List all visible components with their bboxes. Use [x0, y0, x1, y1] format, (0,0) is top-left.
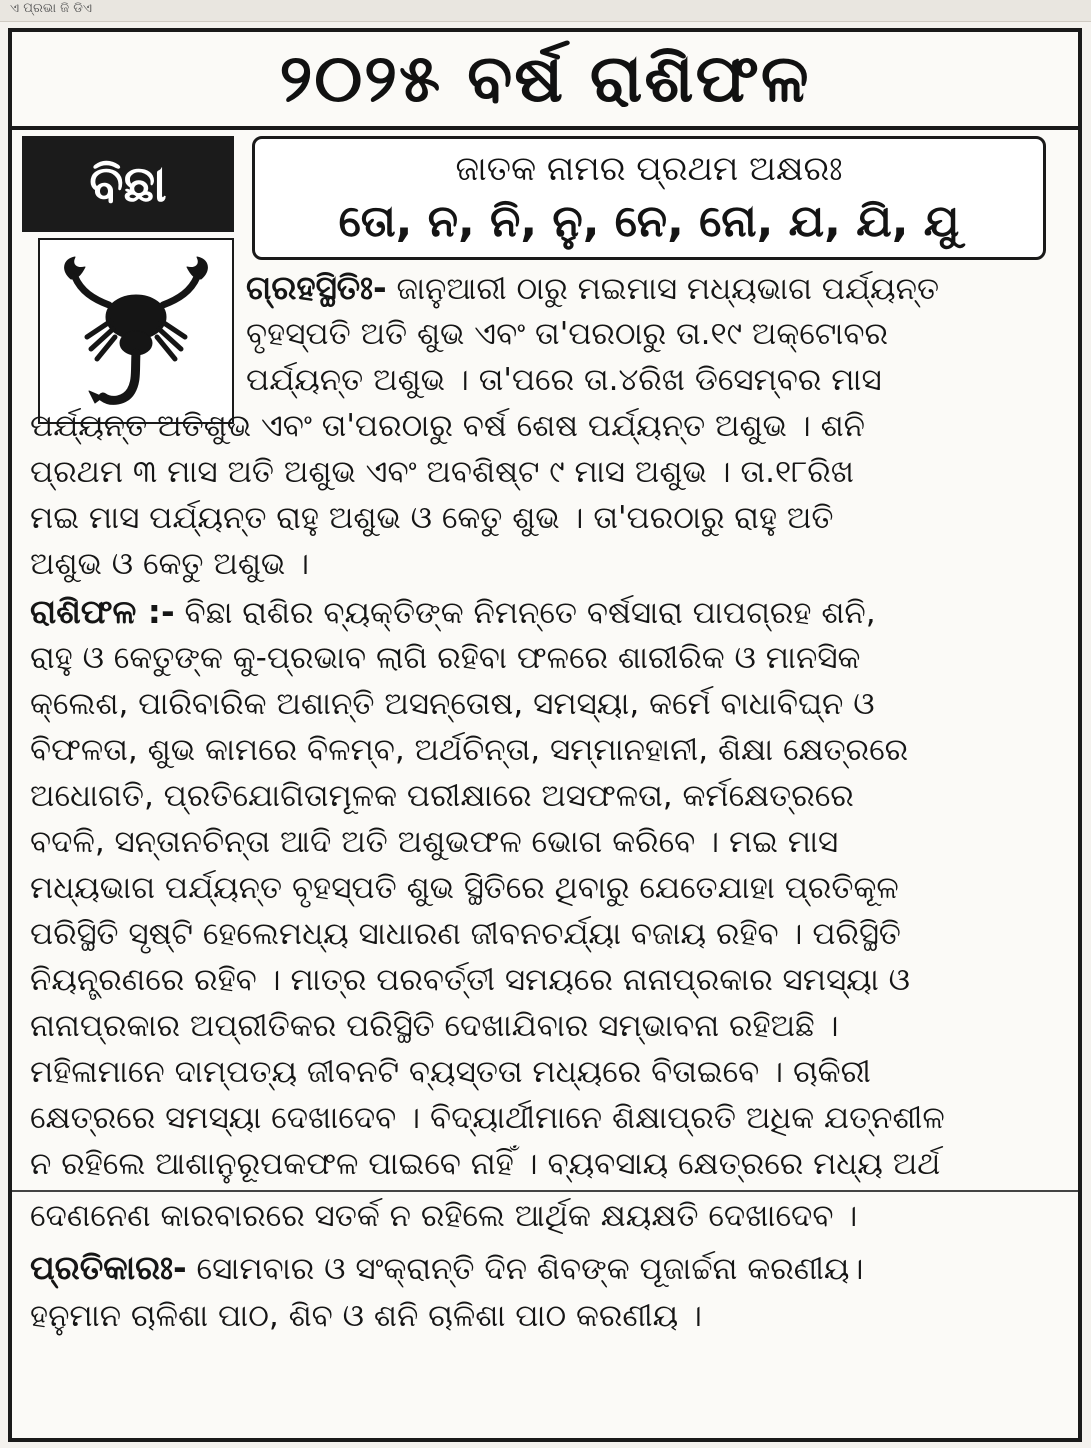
- page-title: ୨୦୨୫ ବର୍ଷ ରାଶିଫଳ: [12, 32, 1078, 130]
- planets-text: ଜାନୁଆରୀ ଠାରୁ ମଇମାସ ମଧ୍ୟଭାଗ ପର୍ଯ୍ୟନ୍ତ: [396, 271, 940, 307]
- planets-line-3: ପର୍ଯ୍ୟନ୍ତ ଅଶୁଭ । ତା'ପରେ ତା.୪ରିଖ ଡିସେମ୍ବର ମାସ: [246, 362, 882, 398]
- horoscope-line-7: ମଧ୍ୟଭାଗ ପର୍ଯ୍ୟନ୍ତ ବୃହସ୍ପତି ଶୁଭ ସ୍ଥିତିରେ ଥିବାରୁ ଯେତେଯାହା ପ୍ରତିକୂଳ: [30, 870, 899, 906]
- horoscope-line-8: ପରିସ୍ଥିତି ସୃଷ୍ଟି ହେଲେମଧ୍ୟ ସାଧାରଣ ଜୀବନଚର୍ଯ୍ୟା ବଜାୟ ରହିବ । ପରିସ୍ଥିତି: [30, 916, 901, 952]
- horoscope-line-5: ଅଧୋଗତି, ପ୍ରତିଯୋଗିତାମୂଳକ ପରୀକ୍ଷାରେ ଅସଫଳତା, କର୍ମକ୍ଷେତ୍ରରେ: [30, 778, 854, 814]
- remedy-label: ପ୍ରତିକାରଃ-: [30, 1248, 187, 1287]
- horoscope-line-4: ବିଫଳତା, ଶୁଭ କାମରେ ବିଳମ୍ବ, ଅର୍ଥଚିନ୍ତା, ସମ୍ମାନହାନୀ, ଶିକ୍ଷା କ୍ଷେତ୍ରରେ: [30, 732, 909, 768]
- name-letters-title: ଜାତକ ନାମର ପ୍ରଥମ ଅକ୍ଷରଃ: [455, 149, 843, 189]
- horoscope-panel: [8, 28, 1082, 1442]
- planets-line-4: ପର୍ଯ୍ୟନ୍ତ ଅତିଶୁଭ ଏବଂ ତା'ପରଠାରୁ ବର୍ଷ ଶେଷ ପର୍ଯ୍ୟନ୍ତ ଅଶୁଭ । ଶନି: [30, 408, 866, 444]
- horoscope-line-1: [30, 592, 876, 633]
- zodiac-sign-label: ବିଛା: [22, 136, 234, 232]
- scorpion-icon: [51, 251, 221, 411]
- torn-top-strip: ଏ ପ୍ରଭା ଜି ଡିଏ: [0, 0, 1091, 22]
- name-letters-box: [252, 136, 1046, 260]
- horoscope-line-3: କ୍ଲେଶ, ପାରିବାରିକ ଅଶାନ୍ତି ଅସନ୍ତୋଷ, ସମସ୍ୟା, କର୍ମେ ବାଧାବିଘ୍ନ ଓ: [30, 686, 875, 722]
- horoscope-line-10: ନାନାପ୍ରକାର ଅପ୍ରୀତିକର ପରିସ୍ଥିତି ଦେଖାଯିବାର ସମ୍ଭାବନା ରହିଅଛି ।: [30, 1008, 839, 1044]
- fold-divider: [12, 1190, 1078, 1192]
- horoscope-line-6: ବଦଳି, ସନ୍ତାନଚିନ୍ତା ଆଦି ଅତି ଅଶୁଭଫଳ ଭୋଗ କରିବେ । ମଇ ମାସ: [30, 824, 839, 860]
- horoscope-text: ବିଛା ରାଶିର ବ୍ୟକ୍ତିଙ୍କ ନିମନ୍ତେ ବର୍ଷସାରା ପାପଗ୍ରହ ଶନି,: [184, 595, 876, 631]
- remedy-text: ସୋମବାର ଓ ସଂକ୍ରାନ୍ତି ଦିନ ଶିବଙ୍କ ପୂଜାର୍ଚ୍ଚନା କରଣୀୟ।: [196, 1251, 864, 1287]
- horoscope-line-13: ନ ରହିଲେ ଆଶାନୁରୂପକଫଳ ପାଇବେ ନାହିଁ । ବ୍ୟବସାୟ କ୍ଷେତ୍ରରେ ମଧ୍ୟ ଅର୍ଥ: [30, 1146, 941, 1182]
- horoscope-label: ରାଶିଫଳ :-: [30, 592, 175, 631]
- remedy-line-2: ହନୁମାନ ଚାଳିଶା ପାଠ, ଶିବ ଓ ଶନି ଚାଳିଶା ପାଠ କରଣୀୟ ।: [30, 1298, 703, 1334]
- planets-line-5: ପ୍ରଥମ ୩ ମାସ ଅତି ଅଶୁଭ ଏବଂ ଅବଶିଷ୍ଟ ୯ ମାସ ଅଶୁଭ । ତା.୧୮ରିଖ: [30, 454, 854, 490]
- horoscope-line-12: କ୍ଷେତ୍ରରେ ସମସ୍ୟା ଦେଖାଦେବ । ବିଦ୍ୟାର୍ଥୀମାନେ ଶିକ୍ଷାପ୍ରତି ଅଧିକ ଯତ୍ନଶୀଳ: [30, 1100, 945, 1136]
- zodiac-image-box: [38, 238, 234, 424]
- horoscope-line-2: ରାହୁ ଓ କେତୁଙ୍କ କୁ-ପ୍ରଭାବ ଲାଗି ରହିବା ଫଳରେ ଶାରୀରିକ ଓ ମାନସିକ: [30, 640, 861, 676]
- planets-line-2: ବୃହସ୍ପତି ଅତି ଶୁଭ ଏବଂ ତା'ପରଠାରୁ ତା.୧୯ ଅକ୍ଟୋବର: [246, 316, 889, 352]
- planets-line-1: [246, 268, 939, 309]
- remedy-line-1: [30, 1248, 863, 1289]
- planets-line-7: ଅଶୁଭ ଓ କେତୁ ଅଶୁଭ ।: [30, 546, 310, 582]
- horoscope-line-14: ଦେଣନେଣ କାରବାରରେ ସତର୍କ ନ ରହିଲେ ଆର୍ଥିକ କ୍ଷୟକ୍ଷତି ଦେଖାଦେବ ।: [30, 1198, 858, 1234]
- horoscope-line-11: ମହିଳାମାନେ ଦାମ୍ପତ୍ୟ ଜୀବନଟି ବ୍ୟସ୍ତତା ମଧ୍ୟରେ ବିତାଇବେ । ଚାକିରୀ: [30, 1054, 871, 1090]
- name-letters-list: ତୋ, ନ, ନି, ନୁ, ନେ, ନୋ, ଯ, ଯି, ଯୁ: [338, 196, 960, 247]
- horoscope-line-9: ନିୟନ୍ତ୍ରଣରେ ରହିବ । ମାତ୍ର ପରବର୍ତ୍ତୀ ସମୟରେ ନାନାପ୍ରକାର ସମସ୍ୟା ଓ: [30, 962, 911, 998]
- planets-label: ଗ୍ରହସ୍ଥିତିଃ-: [246, 268, 387, 307]
- planets-line-6: ମଇ ମାସ ପର୍ଯ୍ୟନ୍ତ ରାହୁ ଅଶୁଭ ଓ କେତୁ ଶୁଭ । ତା'ପରଠାରୁ ରାହୁ ଅତି: [30, 500, 834, 536]
